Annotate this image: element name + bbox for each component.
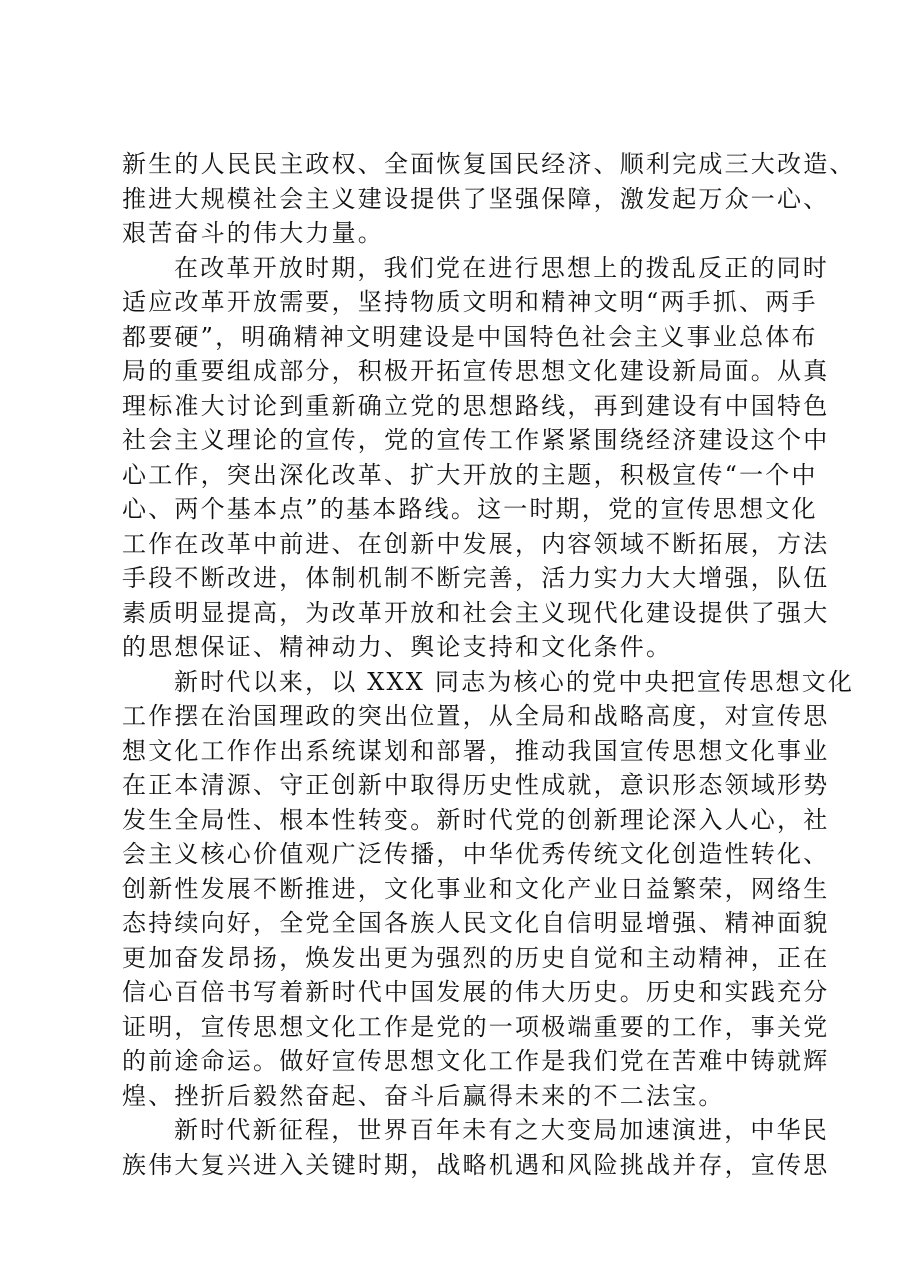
- text-line: 的前途命运。做好宣传思想文化工作是我们党在苦难中铸就辉: [122, 1047, 830, 1075]
- text-line: 证明，宣传思想文化工作是党的一项极端重要的工作，事关党: [122, 1012, 830, 1041]
- text-line: 素质明显提高，为改革开放和社会主义现代化建设提供了强大: [122, 598, 830, 627]
- text-line: 更加奋发昂扬，焕发出更为强烈的历史自觉和主动精神，正在: [122, 943, 830, 972]
- text-line: 在正本清源、守正创新中取得历史性成就，意识形态领域形势: [122, 771, 830, 799]
- text-line: 推进大规模社会主义建设提供了坚强保障，激发起万众一心、: [122, 184, 830, 213]
- text-line: 理标准大讨论到重新确立党的思想路线，再到建设有中国特色: [122, 391, 830, 420]
- text-line: 社会主义理论的宣传，党的宣传工作紧紧围绕经济建设这个中: [122, 426, 830, 454]
- text-line: 局的重要组成部分，积极开拓宣传思想文化建设新局面。从真: [122, 357, 830, 385]
- text-line: 想文化工作作出系统谋划和部署，推动我国宣传思想文化事业: [122, 736, 830, 765]
- text-line: 创新性发展不断推进，文化事业和文化产业日益繁荣，网络生: [122, 874, 830, 903]
- text-line: 在改革开放时期，我们党在进行思想上的拨乱反正的同时: [174, 253, 829, 282]
- text-line: 心、两个基本点”的基本路线。这一时期，党的宣传思想文化: [122, 495, 818, 523]
- text-line: 族伟大复兴进入关键时期，战略机遇和风险挑战并存，宣传思: [122, 1150, 830, 1179]
- text-line: 信心百倍书写着新时代中国发展的伟大历史。历史和实践充分: [122, 978, 830, 1006]
- text-line: 适应改革开放需要，坚持物质文明和精神文明“两手抓、两手: [122, 288, 818, 316]
- text-line: 新生的人民民主政权、全面恢复国民经济、顺利完成三大改造、: [122, 150, 856, 178]
- text-line: 的思想保证、精神动力、舆论支持和文化条件。: [122, 633, 673, 661]
- text-line: 新时代以来，以 XXX 同志为核心的党中央把宣传思想文化: [174, 667, 855, 696]
- text-line: 手段不断改进，体制机制不断完善，活力实力大大增强，队伍: [122, 564, 830, 592]
- text-line: 发生全局性、根本性转变。新时代党的创新理论深入人心，社: [122, 805, 830, 834]
- text-line: 艰苦奋斗的伟大力量。: [122, 219, 384, 247]
- text-line: 心工作，突出深化改革、扩大开放的主题，积极宣传“一个中: [122, 460, 818, 489]
- text-line: 会主义核心价值观广泛传播，中华优秀传统文化创造性转化、: [122, 840, 830, 868]
- text-line: 煌、挫折后毅然奋起、奋斗后赢得未来的不二法宝。: [122, 1081, 725, 1110]
- body-text: [122, 147, 856, 1182]
- text-line: 工作在改革中前进、在创新中发展，内容领域不断拓展，方法: [122, 529, 830, 558]
- text-line: 态持续向好，全党全国各族人民文化自信明显增强、精神面貌: [122, 909, 830, 937]
- text-line: 都要硬”，明确精神文明建设是中国特色社会主义事业总体布: [122, 322, 818, 351]
- text-line: 工作摆在治国理政的突出位置，从全局和战略高度，对宣传思: [122, 702, 830, 730]
- text-line: 新时代新征程，世界百年未有之大变局加速演进，中华民: [174, 1116, 829, 1144]
